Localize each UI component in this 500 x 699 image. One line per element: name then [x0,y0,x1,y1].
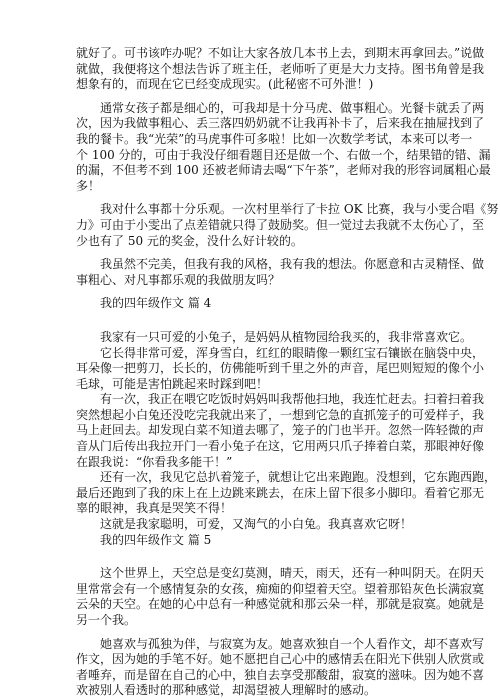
text-line: 通常女孩子都是细心的，可我却是十分马虎、做事粗心。光餐卡就丢了两 [100,100,485,115]
text-line: 想象有的，而现在它已经变成现实。(此秘密不可外泄！) [76,77,374,92]
text-line: 多！ [76,178,101,193]
text-line: 在跟我说：“你看我多能干！” [76,454,233,469]
text-line: 次，因为我做事粗心、丢三落四奶奶就不让我再补卡了，后来我在抽屉找到了 [76,116,485,131]
text-line: 毛球，可能是害怕跳起来时踩到吧！ [76,376,269,391]
text-line: 还有一次，我见它总扒着笼子，就想让它出来跑跑。没想到，它东跑西跑， [100,470,497,485]
text-line: 这个世界上，天空总是变幻莫测，晴天，雨天，还有一种叫阴天。在阴天 [100,566,485,581]
text-line: 马上赶回去。却发现白菜不知道去哪了，笼子的门也半开。忽然一阵轻微的声 [76,423,485,438]
text-line: 我对什么事都十分乐观。一次村里举行了卡拉 OK 比赛，我与小雯合唱《努 [100,202,499,217]
text-line: 另一个我。 [76,613,137,627]
text-line: 的漏，不但考不到 100 还被老师请去喝“下午茶”，老师对我的形容词属粗心最 [76,163,491,178]
text-line: 辜的眼神，我真是哭笑不得！ [76,501,233,516]
text-line: 它长得非常可爱，浑身雪白，红红的眼睛像一颗红宝石镶嵌在脑袋中央， [100,345,485,360]
text-line: 这就是我家聪明，可爱，又淘气的小白兔。我真喜欢它呀！ [100,517,413,532]
text-line: 耳朵像一把剪刀，长长的，仿佛能听到千里之外的声音，尾巴则短短的像个小 [76,361,485,376]
text-line: 少也有了 50 元的奖金，没什么好计较的。 [76,233,303,248]
text-line: 我的餐卡。我“光荣”的马虎事件可多啦！比如一次数学考试，本来可以考一 [76,131,473,146]
text-line: 我虽然不完美，但我有我的风格，我有我的想法。你愿意和古灵精怪、做 [100,257,485,272]
text-line: 事粗心、对凡事都乐观的我做朋友吗？ [76,272,281,287]
text-line: 欢被别人看透时的那种感觉，却渴望被人理解时的感动。 [76,683,377,698]
text-line: 者唾弃，而是留在自己的心中，独自去享受那酸甜，寂寞的滋味。因为她不喜 [76,667,485,682]
text-line: 力》可由于小雯出了点差错就只得了鼓励奖。但一觉过去我就不太伤心了，至 [76,217,485,232]
document-page [76,46,499,699]
text-line: 作文，因为她的手笔不好。她不愿把自己心中的感情丢在阳光下供别人欣赏或 [76,652,485,667]
text-line: 有一次，我正在喂它吃饭时妈妈叫我帮他扫地，我连忙赶去。扫着扫着我 [100,392,485,407]
section-heading: 我的四年级作文 篇 5 [100,532,212,547]
section-heading: 我的四年级作文 篇 4 [100,296,212,311]
text-line: 我家有一只可爱的小兔子，是妈妈从植物园给我买的，我非常喜欢它。 [100,329,473,344]
text-line: 最后还跑到了我的床上在上边跳来跳去，在床上留下很多小脚印。看着它那无 [76,485,485,500]
text-line: 突然想起小白兔还没吃完我就出来了，一想到它急的直抓笼子的可爱样子，我 [76,407,485,422]
text-line: 她喜欢与孤独为伴，与寂寞为友。她喜欢独自一个人看作文，却不喜欢写 [100,636,485,651]
text-line: 里常常会有一个感情复杂的女孩，痴痴的仰望着天空。望着那铅灰色长满寂寞 [76,581,485,596]
text-line: 云朵的天空。在她的心中总有一种感觉就和那云朵一样，那就是寂寞。她就是 [76,597,485,612]
text-line: 个 100 分的，可由于我没仔细看题目还是做一个、右做一个，结果错的错、漏 [76,147,491,162]
text-line: 就好了。可书该咋办呢？不如让大家各放几本书上去，到期末再拿回去。”说做 [76,46,485,60]
text-line: 就做，我便将这个想法告诉了班主任，老师听了更是大力支持。图书角曾是我 [76,61,485,76]
text-line: 音从门后传出我拉开门一看小兔子在这，它用两只爪子捧着白菜，那眼神好像 [76,439,485,454]
